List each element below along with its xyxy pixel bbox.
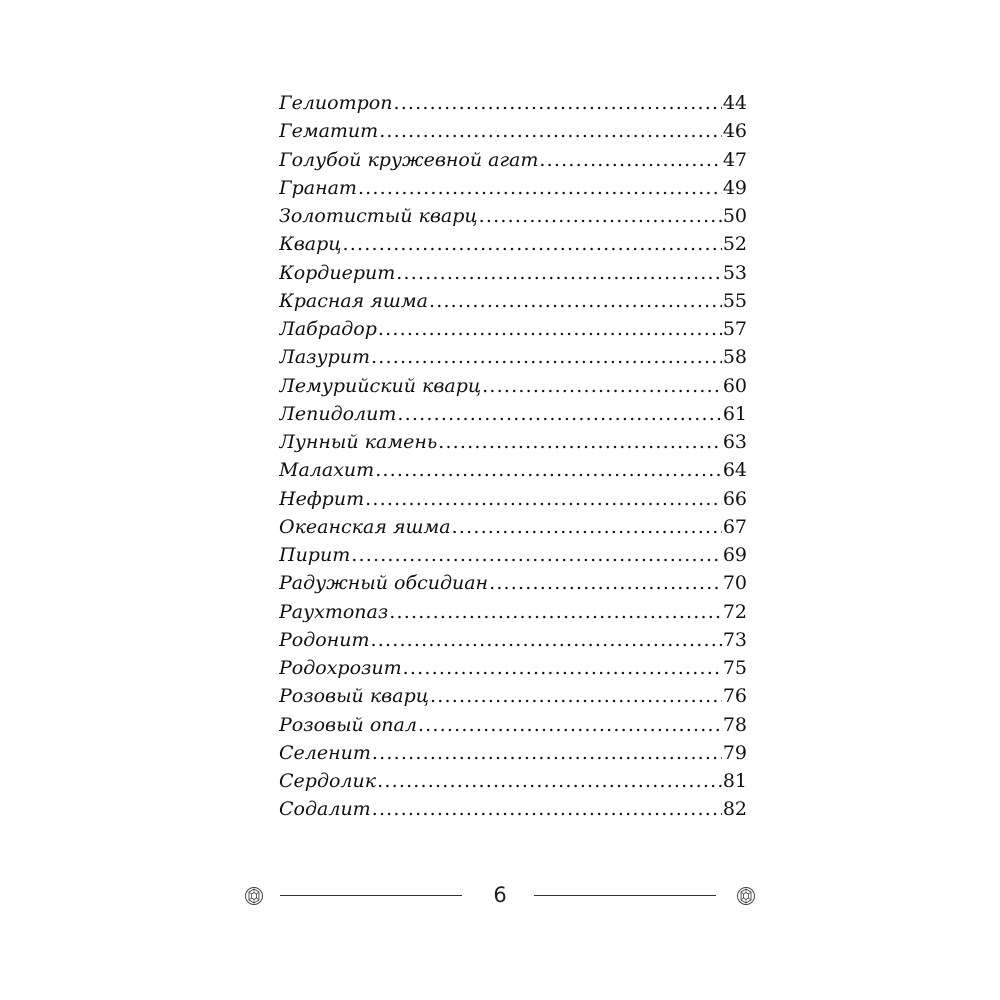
toc-entry[interactable]: [279, 767, 747, 795]
dot-leader: [539, 146, 721, 174]
dot-leader: [418, 711, 722, 739]
dot-leader: [393, 89, 721, 117]
toc-entry-page: 69: [722, 544, 747, 566]
toc-entry-page: 79: [722, 741, 747, 764]
toc-entry-title: Гелиотроп: [279, 92, 393, 114]
toc-entry-title: Голубой кружевной агат: [279, 148, 539, 171]
footer-divider-right: [534, 895, 716, 896]
toc-entry-page: 55: [722, 289, 747, 312]
toc-entry-page: 50: [722, 205, 747, 227]
toc-entry-page: 58: [722, 346, 747, 369]
toc-entry[interactable]: [279, 400, 747, 428]
toc-entry[interactable]: [279, 598, 747, 626]
footer-divider-left: [280, 895, 462, 896]
toc-entry-title: Родонит: [279, 628, 370, 651]
dot-leader: [429, 287, 722, 315]
toc-entry[interactable]: [279, 117, 747, 145]
toc-entry[interactable]: [279, 259, 747, 287]
toc-entry[interactable]: [279, 174, 747, 202]
toc-entry-title: Кварц: [279, 233, 342, 256]
toc-entry[interactable]: [279, 795, 747, 823]
toc-entry[interactable]: [279, 541, 747, 569]
toc-entry[interactable]: [279, 485, 747, 513]
dot-leader: [375, 456, 722, 484]
toc-entry-page: 67: [722, 515, 747, 538]
toc-entry[interactable]: [279, 654, 747, 682]
toc-entry[interactable]: [279, 626, 747, 654]
toc-entry-title: Золотистый кварц: [279, 205, 478, 227]
dot-leader: [403, 654, 722, 682]
toc-entry-page: 73: [722, 628, 747, 651]
toc-entry-title: Родохрозит: [279, 657, 402, 679]
toc-entry-title: Селенит: [279, 741, 371, 764]
dot-leader: [396, 259, 722, 287]
dot-leader: [479, 202, 722, 230]
toc-entry-title: Лунный камень: [279, 431, 438, 453]
page-footer: [0, 878, 1000, 914]
toc-entry[interactable]: [279, 202, 747, 230]
toc-entry-title: Малахит: [279, 459, 375, 482]
toc-entry[interactable]: [279, 569, 747, 597]
dot-leader: [351, 541, 722, 569]
toc-entry-page: 70: [722, 572, 747, 595]
dot-leader: [378, 315, 722, 343]
dot-leader: [452, 513, 722, 541]
toc-entry-title: Нефрит: [279, 487, 365, 510]
toc-entry[interactable]: [279, 456, 747, 484]
toc-entry-title: Кордиерит: [279, 261, 396, 284]
toc-entry-page: 78: [722, 713, 747, 736]
dot-leader: [482, 372, 722, 400]
toc-entry[interactable]: [279, 711, 747, 739]
toc-entry-page: 52: [722, 233, 747, 256]
dot-leader: [377, 767, 722, 795]
toc-entry-page: 63: [722, 431, 747, 453]
toc-entry-page: 44: [722, 92, 747, 114]
gem-ornament-icon: [736, 886, 756, 906]
toc-entry-page: 57: [722, 318, 747, 340]
dot-leader: [372, 795, 722, 823]
dot-leader: [370, 626, 721, 654]
toc-entry-title: Пирит: [279, 544, 351, 566]
toc-entry-title: Лепидолит: [279, 402, 397, 425]
toc-entry-page: 61: [722, 402, 747, 425]
toc-entry-title: Лабрадор: [279, 318, 377, 340]
toc-entry[interactable]: [279, 315, 747, 343]
toc-entry-page: 47: [722, 148, 747, 171]
toc-entry[interactable]: [279, 230, 747, 258]
dot-leader: [372, 739, 722, 767]
toc-entry-title: Гранат: [279, 176, 357, 199]
toc-entry-page: 82: [722, 798, 747, 821]
toc-entry-page: 75: [722, 657, 747, 679]
dot-leader: [358, 174, 722, 202]
toc-entry-title: Радужный обсидиан: [279, 572, 489, 595]
toc-entry-title: Содалит: [279, 798, 371, 821]
toc-entry[interactable]: [279, 428, 747, 456]
dot-leader: [389, 598, 722, 626]
toc-entry[interactable]: [279, 287, 747, 315]
toc-entry-title: Лемурийский кварц: [279, 374, 482, 397]
table-of-contents: [279, 89, 747, 824]
toc-entry-page: 49: [722, 176, 747, 199]
toc-entry-page: 76: [722, 685, 747, 708]
toc-entry-title: Розовый кварц: [279, 685, 429, 708]
toc-entry[interactable]: [279, 372, 747, 400]
dot-leader: [438, 428, 722, 456]
dot-leader: [343, 230, 722, 258]
dot-leader: [397, 400, 721, 428]
toc-entry-title: Гематит: [279, 120, 379, 143]
dot-leader: [365, 485, 722, 513]
toc-entry-title: Розовый опал: [279, 713, 417, 736]
toc-entry-page: 81: [722, 770, 747, 792]
toc-entry-title: Океанская яшма: [279, 515, 451, 538]
toc-entry-title: Лазурит: [279, 346, 370, 369]
toc-entry-page: 46: [722, 120, 747, 143]
toc-entry-title: Красная яшма: [279, 289, 428, 312]
page-number: 6: [493, 883, 507, 907]
toc-entry-page: 66: [722, 487, 747, 510]
toc-entry-page: 60: [722, 374, 747, 397]
toc-entry[interactable]: [279, 146, 747, 174]
dot-leader: [371, 343, 722, 371]
toc-entry[interactable]: [279, 682, 747, 710]
gem-ornament-icon: [244, 886, 264, 906]
toc-entry[interactable]: [279, 513, 747, 541]
toc-entry[interactable]: [279, 89, 747, 117]
toc-entry-title: Раухтопаз: [279, 600, 389, 623]
toc-entry[interactable]: [279, 739, 747, 767]
dot-leader: [430, 682, 722, 710]
dot-leader: [379, 117, 722, 145]
toc-entry[interactable]: [279, 343, 747, 371]
toc-entry-page: 64: [722, 459, 747, 482]
dot-leader: [489, 569, 722, 597]
toc-entry-page: 72: [722, 600, 747, 623]
toc-entry-title: Сердолик: [279, 770, 377, 792]
toc-entry-page: 53: [722, 261, 747, 284]
